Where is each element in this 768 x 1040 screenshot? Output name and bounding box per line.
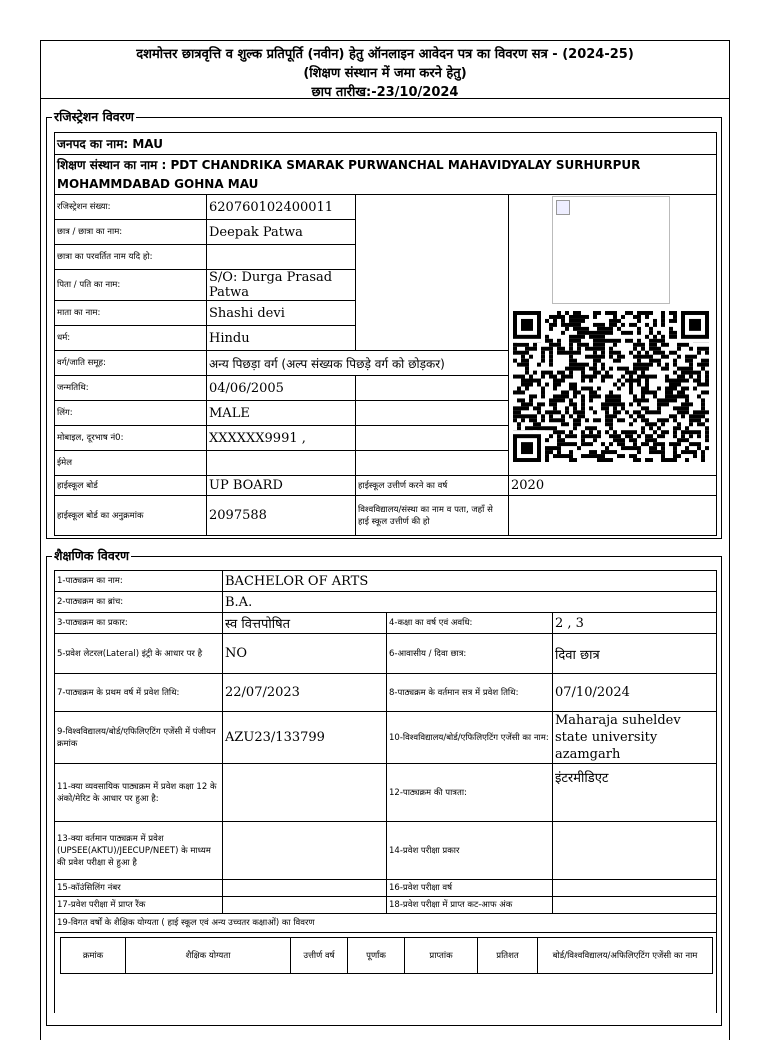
qualification-header-3: पूर्णांक <box>348 938 405 974</box>
registration-row-label: छात्र / छात्रा का नाम: <box>55 220 207 245</box>
rank-label: 17-प्रवेश परीक्षा में प्राप्त रैंक <box>55 897 223 914</box>
blank-cell <box>356 451 509 476</box>
eligibility-label: 12-पाठ्यक्रम की पात्रता: <box>387 764 553 822</box>
registration-row-value <box>207 451 356 476</box>
vocational-value <box>223 764 387 822</box>
blank-cell <box>356 426 509 451</box>
qualification-header-6: बोर्ड/विश्वविद्यालय/अफिलिएटिंग एजेंसी का नाम <box>538 938 713 974</box>
qualification-container <box>55 933 717 1013</box>
registration-row-label: पिता / पति का नाम: <box>55 270 207 301</box>
board-label: हाईस्कूल बोर्ड <box>55 476 207 496</box>
current-admission-date-label: 8-पाठ्यक्रम के वर्तमान सत्र में प्रवेश तिथि: <box>387 674 553 712</box>
registration-row-value: अन्य पिछड़ा वर्ग (अल्प संख्यक पिछड़े वर्ग को छोड़कर) <box>207 351 509 376</box>
exam-year-value <box>553 880 717 897</box>
institution-name: शिक्षण संस्थान का नाम : PDT CHANDRIKA SMARAK PURWANCHAL MAHAVIDYALAY SURHURPUR MOHAMMDABAD GOHNA MAU <box>55 155 717 195</box>
registration-section-title: रजिस्ट्रेशन विवरण <box>54 109 134 124</box>
registration-row-label: रजिस्ट्रेशन संख्या: <box>55 195 207 220</box>
academic-section-title: शैक्षणिक विवरण <box>54 548 129 563</box>
entrance-exam-value <box>223 822 387 880</box>
registration-row-value: 620760102400011 <box>207 195 356 220</box>
lateral-entry-label: 5-प्रवेश लेटरल(Lateral) इंट्री के आधार पर है <box>55 634 223 674</box>
blank-cell <box>356 401 509 426</box>
course-name-value: BACHELOR OF ARTS <box>223 571 717 592</box>
first-admission-date-value: 22/07/2023 <box>223 674 387 712</box>
residential-value: दिवा छात्र <box>553 634 717 674</box>
class-year-label: 4-कक्षा का वर्ष एवं अवधि: <box>387 613 553 634</box>
cutoff-label: 18-प्रवेश परीक्षा में प्राप्त कट-आफ अंक <box>387 897 553 914</box>
residential-label: 6-आवासीय / दिवा छात्र: <box>387 634 553 674</box>
broken-image-icon <box>556 200 570 215</box>
rank-value <box>223 897 387 914</box>
registration-row-value: S/O: Durga Prasad Patwa <box>207 270 356 301</box>
registration-row-label: वर्ग/जाति समूह: <box>55 351 207 376</box>
counselling-value <box>223 880 387 897</box>
registration-row-value: Shashi devi <box>207 301 356 326</box>
qualification-header-0: क्रमांक <box>61 938 126 974</box>
course-branch-value: B.A. <box>223 592 717 613</box>
vocational-label: 11-क्या व्यवसायिक पाठ्यक्रम में प्रवेश कक्षा 12 के अंको/मेरिट के आधार पर हुआ है: <box>55 764 223 822</box>
exam-type-value <box>553 822 717 880</box>
blank-cell <box>356 195 509 351</box>
class-year-value: 2 , 3 <box>553 613 717 634</box>
registration-row-value: 04/06/2005 <box>207 376 356 401</box>
registration-row-label: धर्म: <box>55 326 207 351</box>
form-subtitle: (शिक्षण संस्थान में जमा करने हेतु) <box>303 66 467 81</box>
qualification-header-5: प्रतिशत <box>478 938 538 974</box>
university-name-value: Maharaja suheldev state university azamgarh <box>553 712 717 764</box>
print-date: छाप तारीख:-23/10/2024 <box>311 85 459 100</box>
qualification-header-2: उत्तीर्ण वर्ष <box>291 938 348 974</box>
qualification-table <box>60 937 713 974</box>
pass-year-label: हाईस्कूल उत्तीर्ण करने का वर्ष <box>356 476 509 496</box>
student-photo <box>552 196 670 304</box>
registration-row-label: माता का नाम: <box>55 301 207 326</box>
form-header <box>41 41 729 99</box>
rollno-label: हाईस्कूल बोर्ड का अनुक्रमांक <box>55 496 207 536</box>
pass-year-value: 2020 <box>509 476 717 496</box>
qr-code <box>513 311 709 462</box>
univ-label: विश्वविद्यालय/संस्था का नाम व पता, जहाँ से हाई स्कूल उत्तीर्ण की हो <box>356 496 509 536</box>
registration-row-label: लिंग: <box>55 401 207 426</box>
registration-row-label: ईमेल <box>55 451 207 476</box>
entrance-exam-label: 13-क्या वर्तमान पाठ्यक्रम में प्रवेश (UPSEE(AKTU)/JEECUP/NEET) के माध्यम की प्रवेश परीक्षा से हुआ है <box>55 822 223 880</box>
registration-row-value <box>207 245 356 270</box>
registration-no-label: 9-विश्वविद्यालय/बोर्ड/एफिलिएटिंग एजेंसी में पंजीयन क्रमांक <box>55 712 223 764</box>
qualification-header-4: प्राप्तांक <box>405 938 478 974</box>
form-title: दशमोत्तर छात्रवृत्ति व शुल्क प्रतिपूर्ति (नवीन) हेतु ऑनलाइन आवेदन पत्र का विवरण सत्र - (2024-25) <box>136 47 634 62</box>
registration-row-label: छात्रा का परवर्तित नाम यदि हो: <box>55 245 207 270</box>
current-admission-date-value: 07/10/2024 <box>553 674 717 712</box>
course-type-label: 3-पाठ्यक्रम का प्रकार: <box>55 613 223 634</box>
course-type-value: स्व वित्तपोषित <box>223 613 387 634</box>
qualification-heading: 19-विगत वर्षों के शैक्षिक योग्यता ( हाई स्कूल एवं अन्य उच्चतर कक्षाओं) का विवरण <box>55 914 717 933</box>
board-value: UP BOARD <box>207 476 356 496</box>
district-name: जनपद का नाम: MAU <box>55 133 717 155</box>
university-name-label: 10-विश्वविद्यालय/बोर्ड/एफिलिएटिंग एजेंसी का नाम: <box>387 712 553 764</box>
course-branch-label: 2-पाठ्यक्रम का ब्रांच: <box>55 592 223 613</box>
registration-row-value: Hindu <box>207 326 356 351</box>
rollno-value: 2097588 <box>207 496 356 536</box>
registration-row-value: MALE <box>207 401 356 426</box>
blank-cell <box>356 376 509 401</box>
lateral-entry-value: NO <box>223 634 387 674</box>
registration-no-value: AZU23/133799 <box>223 712 387 764</box>
counselling-label: 15-कॉउंसिलिंग नंबर <box>55 880 223 897</box>
course-name-label: 1-पाठ्यक्रम का नाम: <box>55 571 223 592</box>
registration-row-value: XXXXXX9991 , <box>207 426 356 451</box>
qualification-header-1: शैक्षिक योग्यता <box>126 938 291 974</box>
registration-row-value: Deepak Patwa <box>207 220 356 245</box>
univ-value <box>509 496 717 536</box>
cutoff-value <box>553 897 717 914</box>
academic-table <box>54 570 717 1013</box>
exam-year-label: 16-प्रवेश परीक्षा वर्ष <box>387 880 553 897</box>
registration-row-label: जन्मतिथि: <box>55 376 207 401</box>
exam-type-label: 14-प्रवेश परीक्षा प्रकार <box>387 822 553 880</box>
registration-row-label: मोबाइल, दूरभाष नं0: <box>55 426 207 451</box>
first-admission-date-label: 7-पाठ्यक्रम के प्रथम वर्ष में प्रवेश तिथि: <box>55 674 223 712</box>
eligibility-value: इंटरमीडिएट <box>553 764 717 822</box>
